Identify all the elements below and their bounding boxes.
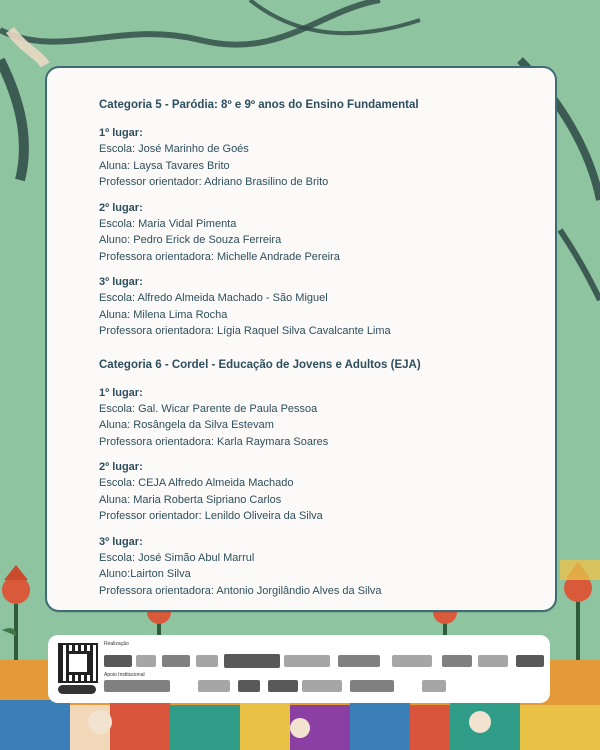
partner-logo: [104, 680, 170, 692]
apoio-label: Apoio Institucional: [104, 672, 145, 678]
qr-label: [58, 685, 96, 694]
ceara-logo: [516, 655, 544, 667]
results-card: [45, 66, 557, 612]
partner-logo: [338, 655, 380, 667]
student-line: Aluno: Pedro Erick de Souza Ferreira: [99, 234, 282, 246]
partner-logo: [136, 655, 156, 667]
realizacao-label: Realização: [104, 641, 129, 647]
partner-logo: [350, 680, 394, 692]
school-line: Escola: José Marinho de Goés: [99, 143, 249, 155]
partner-logo: [238, 680, 260, 692]
student-line: Aluna: Laysa Tavares Brito: [99, 159, 230, 172]
partner-logo: [442, 655, 472, 667]
partner-logo: [302, 680, 342, 692]
qr-code-icon[interactable]: [58, 643, 98, 683]
school-line: Escola: José Simão Abul Marrul: [99, 551, 255, 564]
partner-logo: [162, 655, 190, 667]
teacher-line: Professora orientadora: Lígia Raquel Silva Cavalcante Lima: [99, 325, 391, 337]
sesc-logo: [104, 655, 132, 667]
place-label: 1º lugar:: [99, 127, 143, 139]
place-block: [99, 125, 539, 191]
teacher-line: Professor orientador: Adriano Brasilino de Brito: [99, 176, 329, 188]
prodeter-logo: [268, 680, 298, 692]
partner-logo: [224, 654, 280, 668]
results-content: [99, 99, 539, 608]
sponsor-bar: [48, 635, 550, 703]
place-block: [99, 200, 539, 266]
partner-logo: [422, 680, 446, 692]
student-line: Aluna: Milena Lima Rocha: [99, 308, 228, 321]
place-block: [99, 385, 539, 451]
school-line: Escola: Maria Vidal Pimenta: [99, 217, 237, 230]
student-line: Aluna: Maria Roberta Sipriano Carlos: [99, 493, 282, 506]
partner-logo: [284, 655, 330, 667]
category-title: Categoria 5 - Paródia: 8º e 9º anos do Ensino Fundamental: [99, 99, 419, 111]
partner-logo: [196, 655, 218, 667]
place-label: 2º lugar:: [99, 201, 143, 214]
partner-logo: [392, 655, 432, 667]
place-block: [99, 534, 539, 600]
partner-logo: [198, 680, 230, 692]
place-label: 3º lugar:: [99, 535, 143, 548]
place-label: 2º lugar:: [99, 461, 143, 473]
student-line: Aluno:Lairton Silva: [99, 568, 191, 580]
category-spacer: [99, 349, 539, 359]
teacher-line: Professor orientador: Lenildo Oliveira da Silva: [99, 510, 323, 522]
category-title: Categoria 6 - Cordel - Educação de Jovens e Adultos (EJA): [99, 358, 421, 371]
teacher-line: Professora orientadora: Karla Raymara Soares: [99, 435, 329, 448]
place-label: 1º lugar:: [99, 386, 143, 399]
partner-logo: [478, 655, 508, 667]
place-block: [99, 274, 539, 340]
place-label: 3º lugar:: [99, 276, 143, 288]
school-line: Escola: Gal. Wicar Parente de Paula Pessoa: [99, 402, 318, 415]
student-line: Aluna: Rosângela da Silva Estevam: [99, 419, 274, 431]
place-block: [99, 459, 539, 525]
teacher-line: Professora orientadora: Michelle Andrade Pereira: [99, 250, 340, 263]
teacher-line: Professora orientadora: Antonio Jorgilândio Alves da Silva: [99, 584, 382, 597]
school-line: Escola: CEJA Alfredo Almeida Machado: [99, 477, 294, 489]
school-line: Escola: Alfredo Almeida Machado - São Miguel: [99, 292, 328, 304]
